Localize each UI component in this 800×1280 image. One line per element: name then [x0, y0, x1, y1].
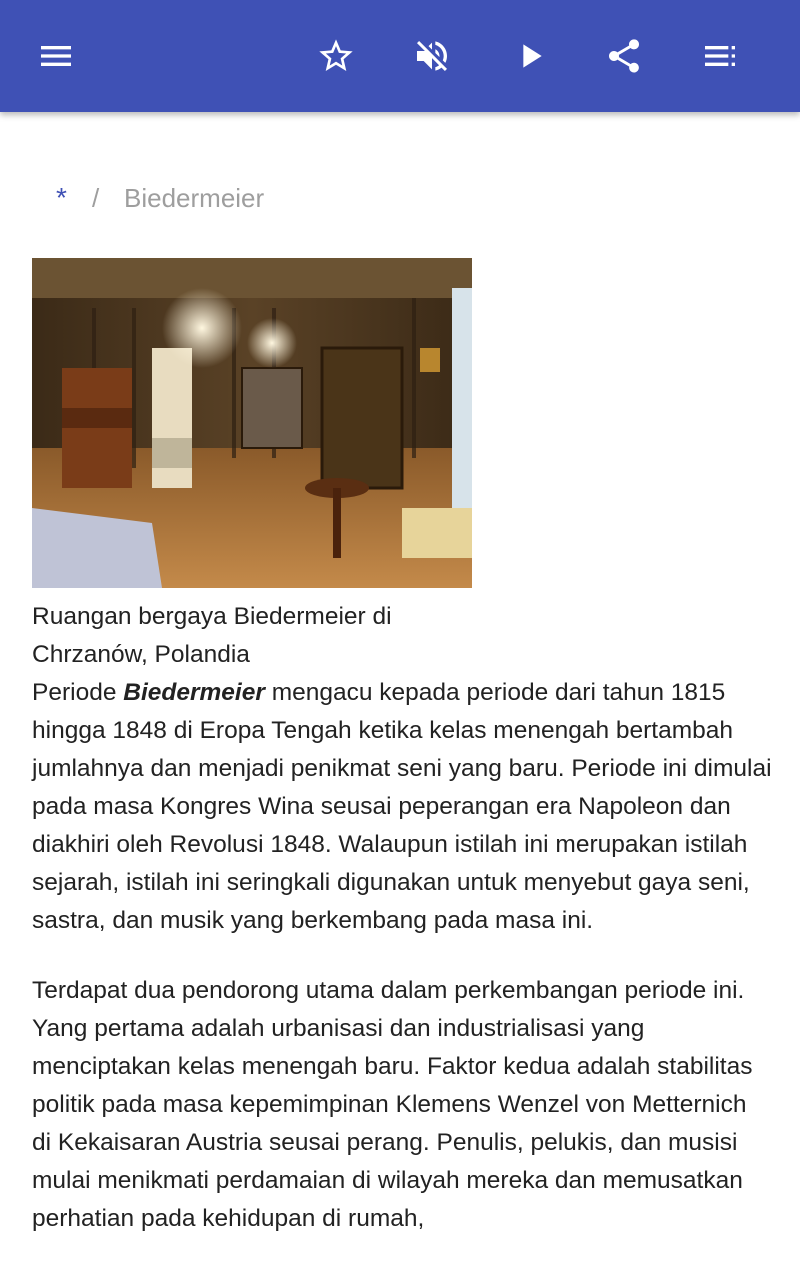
- article-image[interactable]: [32, 258, 472, 588]
- bold-term: Biedermeier: [123, 679, 265, 706]
- paragraph-1: [32, 674, 772, 940]
- room-illustration: [32, 258, 472, 588]
- list-icon: [700, 36, 740, 76]
- menu-button[interactable]: [28, 28, 84, 84]
- breadcrumb-separator: /: [92, 182, 100, 213]
- breadcrumb: [56, 178, 264, 218]
- share-button[interactable]: [596, 28, 652, 84]
- mute-button[interactable]: [404, 28, 460, 84]
- app-bar: [0, 0, 800, 112]
- image-caption: Ruangan bergaya Biedermeier di Chrzanów, Polandia: [32, 603, 392, 668]
- paragraph-2: Terdapat dua pendorong utama dalam perkembangan periode ini. Yang pertama adalah urbanisasi dan industrialisasi yang menciptakan kelas menengah baru. Faktor kedua adalah stabilitas politik pada masa kepemimpinan Klemens Wenzel von Metternich di Kekaisaran Austria seusai perang. Penulis, pelukis, dan musisi mulai menikmati perdamaian di wilayah mereka dan memusatkan perhatian pada kehidupan di rumah,: [32, 977, 753, 1232]
- paragraph-1-prefix: Periode: [32, 679, 124, 706]
- star-outline-icon: [316, 36, 356, 76]
- table-of-contents-button[interactable]: [692, 28, 748, 84]
- breadcrumb-current: Biedermeier: [124, 182, 265, 213]
- play-icon: [510, 36, 550, 76]
- paragraph-1-text: mengacu kepada periode dari tahun 1815 hingga 1848 di Eropa Tengah ketika kelas menengah bertambah jumlahnya dan menjadi penikmat seni yang baru. Periode ini dimulai pada masa Kongres Wina seusai peperangan era Napoleon dan diakhiri oleh Revolusi 1848. Walaupun istilah ini merupakan istilah sejarah, istilah ini seringkali digunakan untuk menyebut gaya seni, sastra, dan musik yang berkembang pada masa ini.: [32, 679, 772, 934]
- breadcrumb-root-link[interactable]: *: [56, 182, 67, 213]
- volume-off-icon: [412, 36, 452, 76]
- play-button[interactable]: [502, 28, 558, 84]
- bookmark-button[interactable]: [308, 28, 364, 84]
- share-icon: [604, 36, 644, 76]
- menu-icon: [36, 36, 76, 76]
- article-content: [32, 598, 772, 1238]
